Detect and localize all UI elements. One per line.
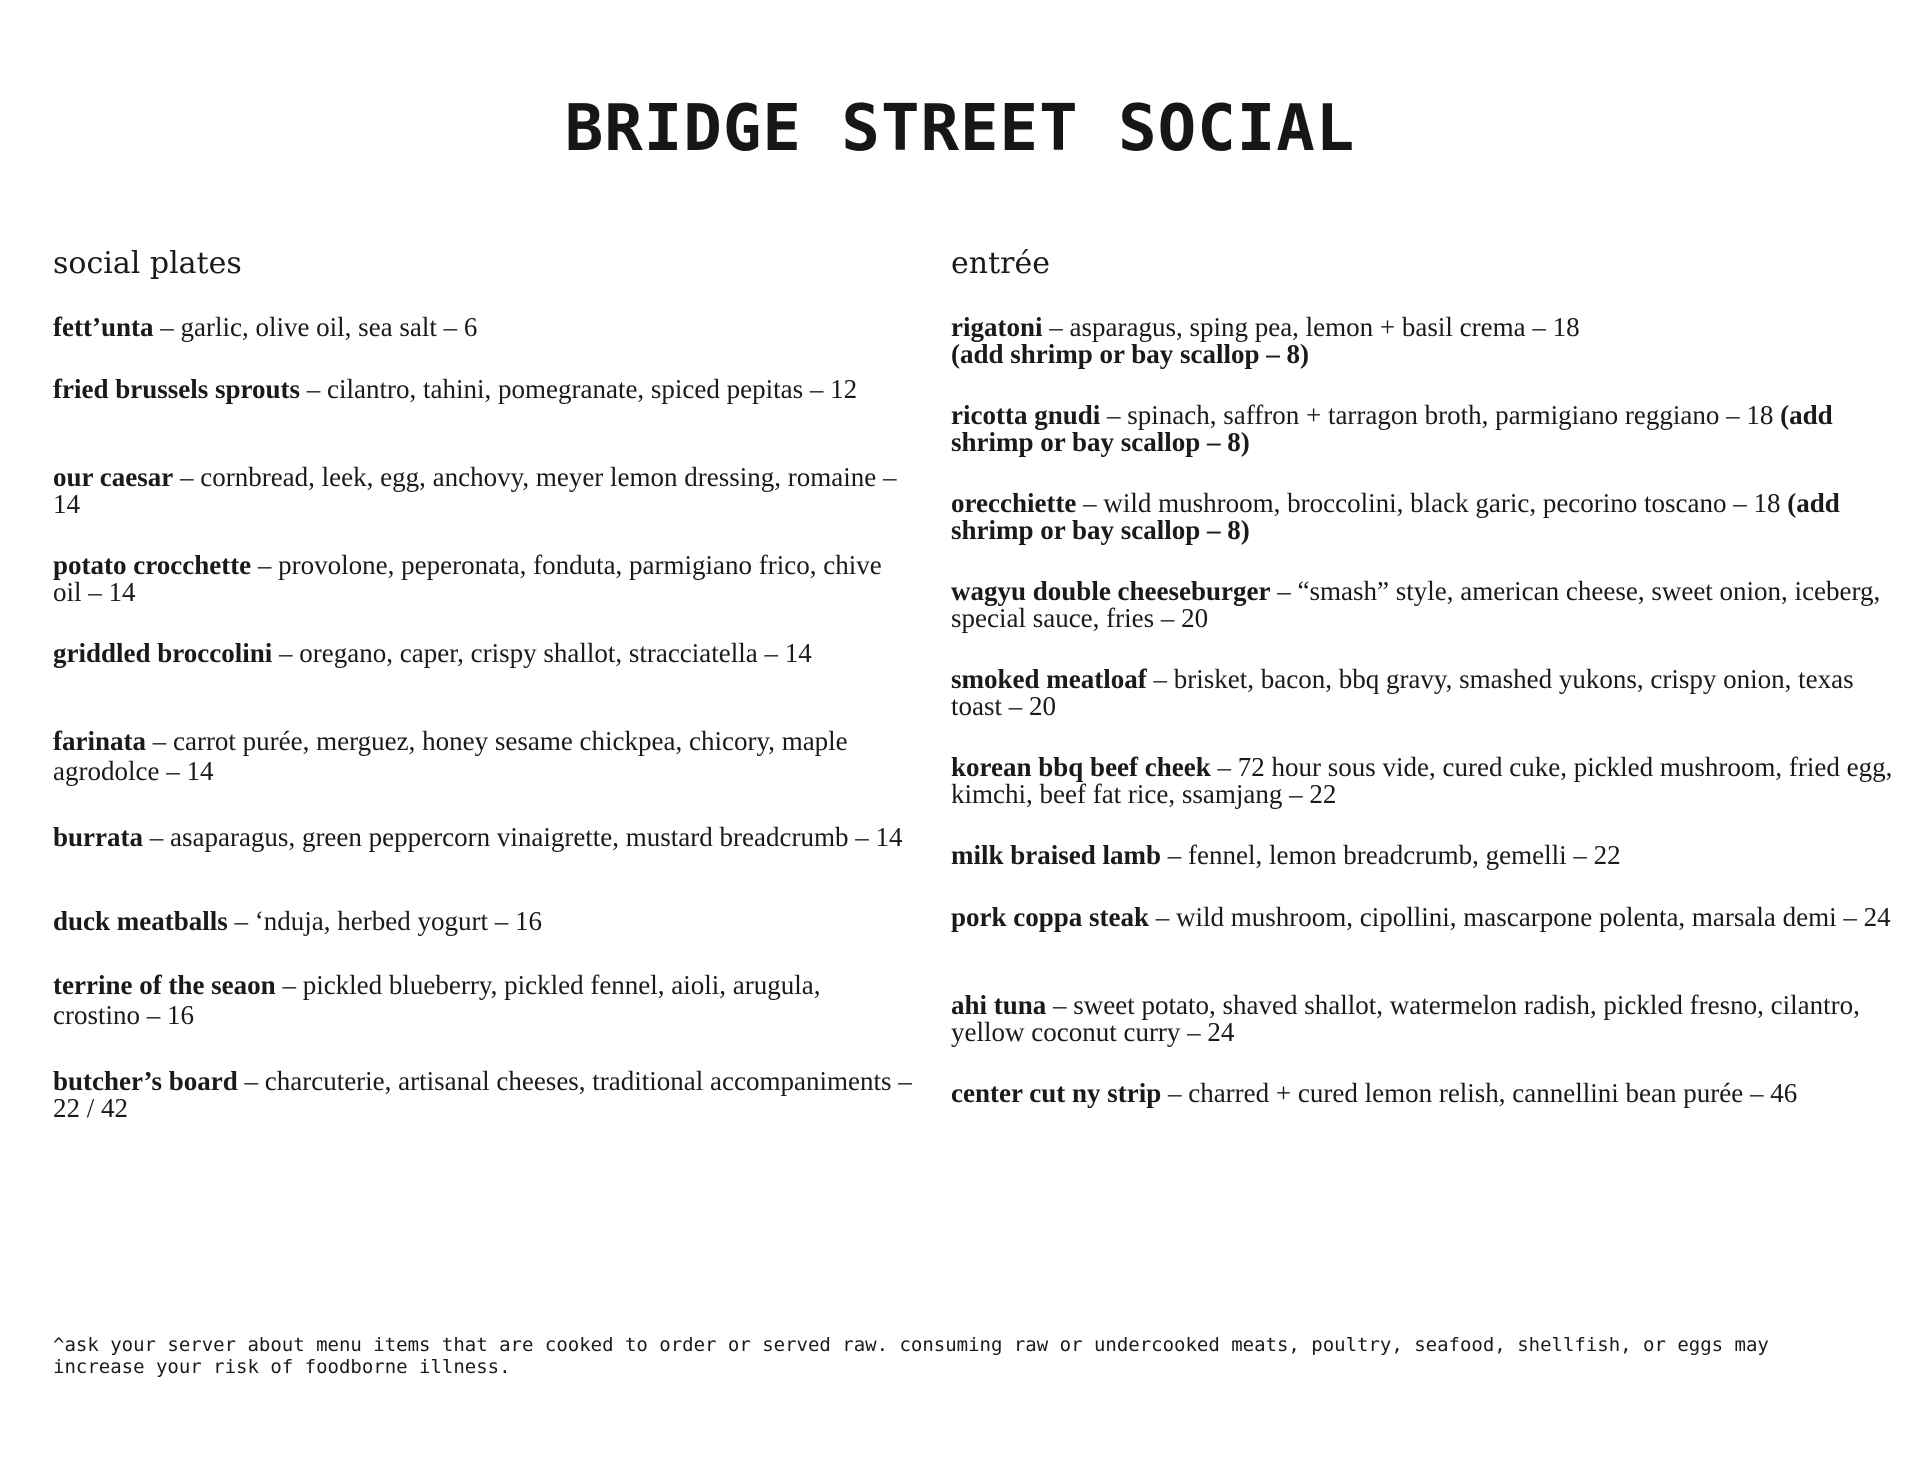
- menu-item-name: duck meatballs: [53, 906, 228, 936]
- menu-item-description: – cornbread, leek, egg, anchovy, meyer lemon dressing, romaine – 14: [53, 462, 897, 519]
- menu-item: [53, 640, 913, 667]
- menu-item-name: ricotta gnudi: [951, 400, 1101, 430]
- menu-item: [951, 402, 1901, 456]
- menu-item: [951, 1080, 1901, 1107]
- menu-item-description: – spinach, saffron + tarragon broth, parmigiano reggiano – 18: [1100, 400, 1781, 430]
- menu-item-description: – oregano, caper, crispy shallot, stracciatella – 14: [272, 638, 812, 668]
- social-plates-heading: social plates: [53, 246, 242, 281]
- restaurant-title: BRIDGE STREET SOCIAL: [564, 92, 1356, 166]
- menu-item-name: ahi tuna: [951, 990, 1047, 1020]
- menu-item-name: wagyu double cheeseburger: [951, 576, 1271, 606]
- entree-heading: entrée: [951, 246, 1050, 281]
- menu-item-description: – sweet potato, shaved shallot, watermelon radish, pickled fresno, cilantro, yellow coconut curry – 24: [951, 990, 1860, 1047]
- food-safety-disclaimer: ^ask your server about menu items that are cooked to order or served raw. consuming raw or undercooked meats, poultry, seafood, shellfish, or eggs may increase your risk of foodborne illness.: [53, 1334, 1769, 1378]
- menu-item-name: rigatoni: [951, 312, 1043, 342]
- menu-item-description: – charcuterie, artisanal cheeses, traditional accompaniments – 22 / 42: [53, 1066, 912, 1123]
- menu-item: [951, 490, 1901, 544]
- menu-item-name: terrine of the seaon: [53, 970, 276, 1000]
- menu-item-name: butcher’s board: [53, 1066, 238, 1096]
- menu-item-addon: (add shrimp or bay scallop – 8): [951, 339, 1310, 369]
- entree-section: [951, 244, 1901, 1108]
- menu-item-name: fried brussels sprouts: [53, 374, 301, 404]
- menu-item-description: – ‘nduja, herbed yogurt – 16: [227, 906, 542, 936]
- menu-item: [53, 824, 913, 851]
- menu-item-name: korean bbq beef cheek: [951, 752, 1211, 782]
- menu-item: [951, 754, 1901, 808]
- menu-item-description: – charred + cured lemon relish, cannellini bean purée – 46: [1161, 1078, 1798, 1108]
- menu-item-description: – brisket, bacon, bbq gravy, smashed yukons, crispy onion, texas toast – 20: [951, 664, 1854, 721]
- menu-item-name: center cut ny strip: [951, 1078, 1162, 1108]
- menu-item: [951, 666, 1901, 720]
- menu-item: [53, 314, 913, 341]
- menu-item: [951, 842, 1901, 869]
- menu-item-description: – provolone, peperonata, fonduta, parmigiano frico, chive oil – 14: [53, 550, 882, 607]
- menu-item: [53, 908, 913, 935]
- menu-item: [53, 726, 913, 786]
- menu-item: [951, 904, 1901, 931]
- menu-item-name: smoked meatloaf: [951, 664, 1147, 694]
- menu-item-description: – wild mushroom, broccolini, black garic, pecorino toscano – 18: [1076, 488, 1788, 518]
- menu-item-name: potato crocchette: [53, 550, 252, 580]
- menu-item-description: – 72 hour sous vide, cured cuke, pickled mushroom, fried egg, kimchi, beef fat rice, ssamjang – 22: [951, 752, 1893, 809]
- social-plates-section: [53, 244, 913, 1123]
- menu-item-name: pork coppa steak: [951, 902, 1150, 932]
- menu-item-name: orecchiette: [951, 488, 1077, 518]
- menu-item-name: milk braised lamb: [951, 840, 1162, 870]
- menu-item-description: – garlic, olive oil, sea salt – 6: [153, 312, 478, 342]
- menu-item-addon: (add shrimp or bay scallop – 8): [951, 488, 1840, 545]
- menu-item: [53, 1068, 913, 1122]
- menu-item-description: – asparagus, sping pea, lemon + basil crema – 18: [1042, 312, 1580, 342]
- menu-item-name: griddled broccolini: [53, 638, 273, 668]
- menu-item-description: – carrot purée, merguez, honey sesame chickpea, chicory, maple agrodolce – 14: [53, 726, 848, 786]
- menu-item: [53, 552, 913, 606]
- menu-item: [53, 970, 913, 1030]
- menu-item: [53, 464, 913, 518]
- menu-item-name: our caesar: [53, 462, 174, 492]
- menu-item-description: – wild mushroom, cipollini, mascarpone polenta, marsala demi – 24: [1149, 902, 1891, 932]
- menu-item: [951, 992, 1901, 1046]
- menu-item: [951, 578, 1901, 632]
- menu-item-description: – asaparagus, green peppercorn vinaigrette, mustard breadcrumb – 14: [143, 822, 903, 852]
- menu-item-description: – fennel, lemon breadcrumb, gemelli – 22: [1161, 840, 1621, 870]
- menu-item-addon: (add shrimp or bay scallop – 8): [951, 400, 1833, 457]
- menu-item-name: farinata: [53, 726, 146, 756]
- menu-item-description: – “smash” style, american cheese, sweet onion, iceberg, special sauce, fries – 20: [951, 576, 1881, 633]
- menu-item-description: – pickled blueberry, pickled fennel, aioli, arugula, crostino – 16: [53, 970, 821, 1030]
- menu-item: [53, 376, 913, 403]
- menu-item-name: burrata: [53, 822, 143, 852]
- menu-item: [951, 314, 1901, 368]
- menu-item-description: – cilantro, tahini, pomegranate, spiced pepitas – 12: [300, 374, 858, 404]
- menu-item-name: fett’unta: [53, 312, 154, 342]
